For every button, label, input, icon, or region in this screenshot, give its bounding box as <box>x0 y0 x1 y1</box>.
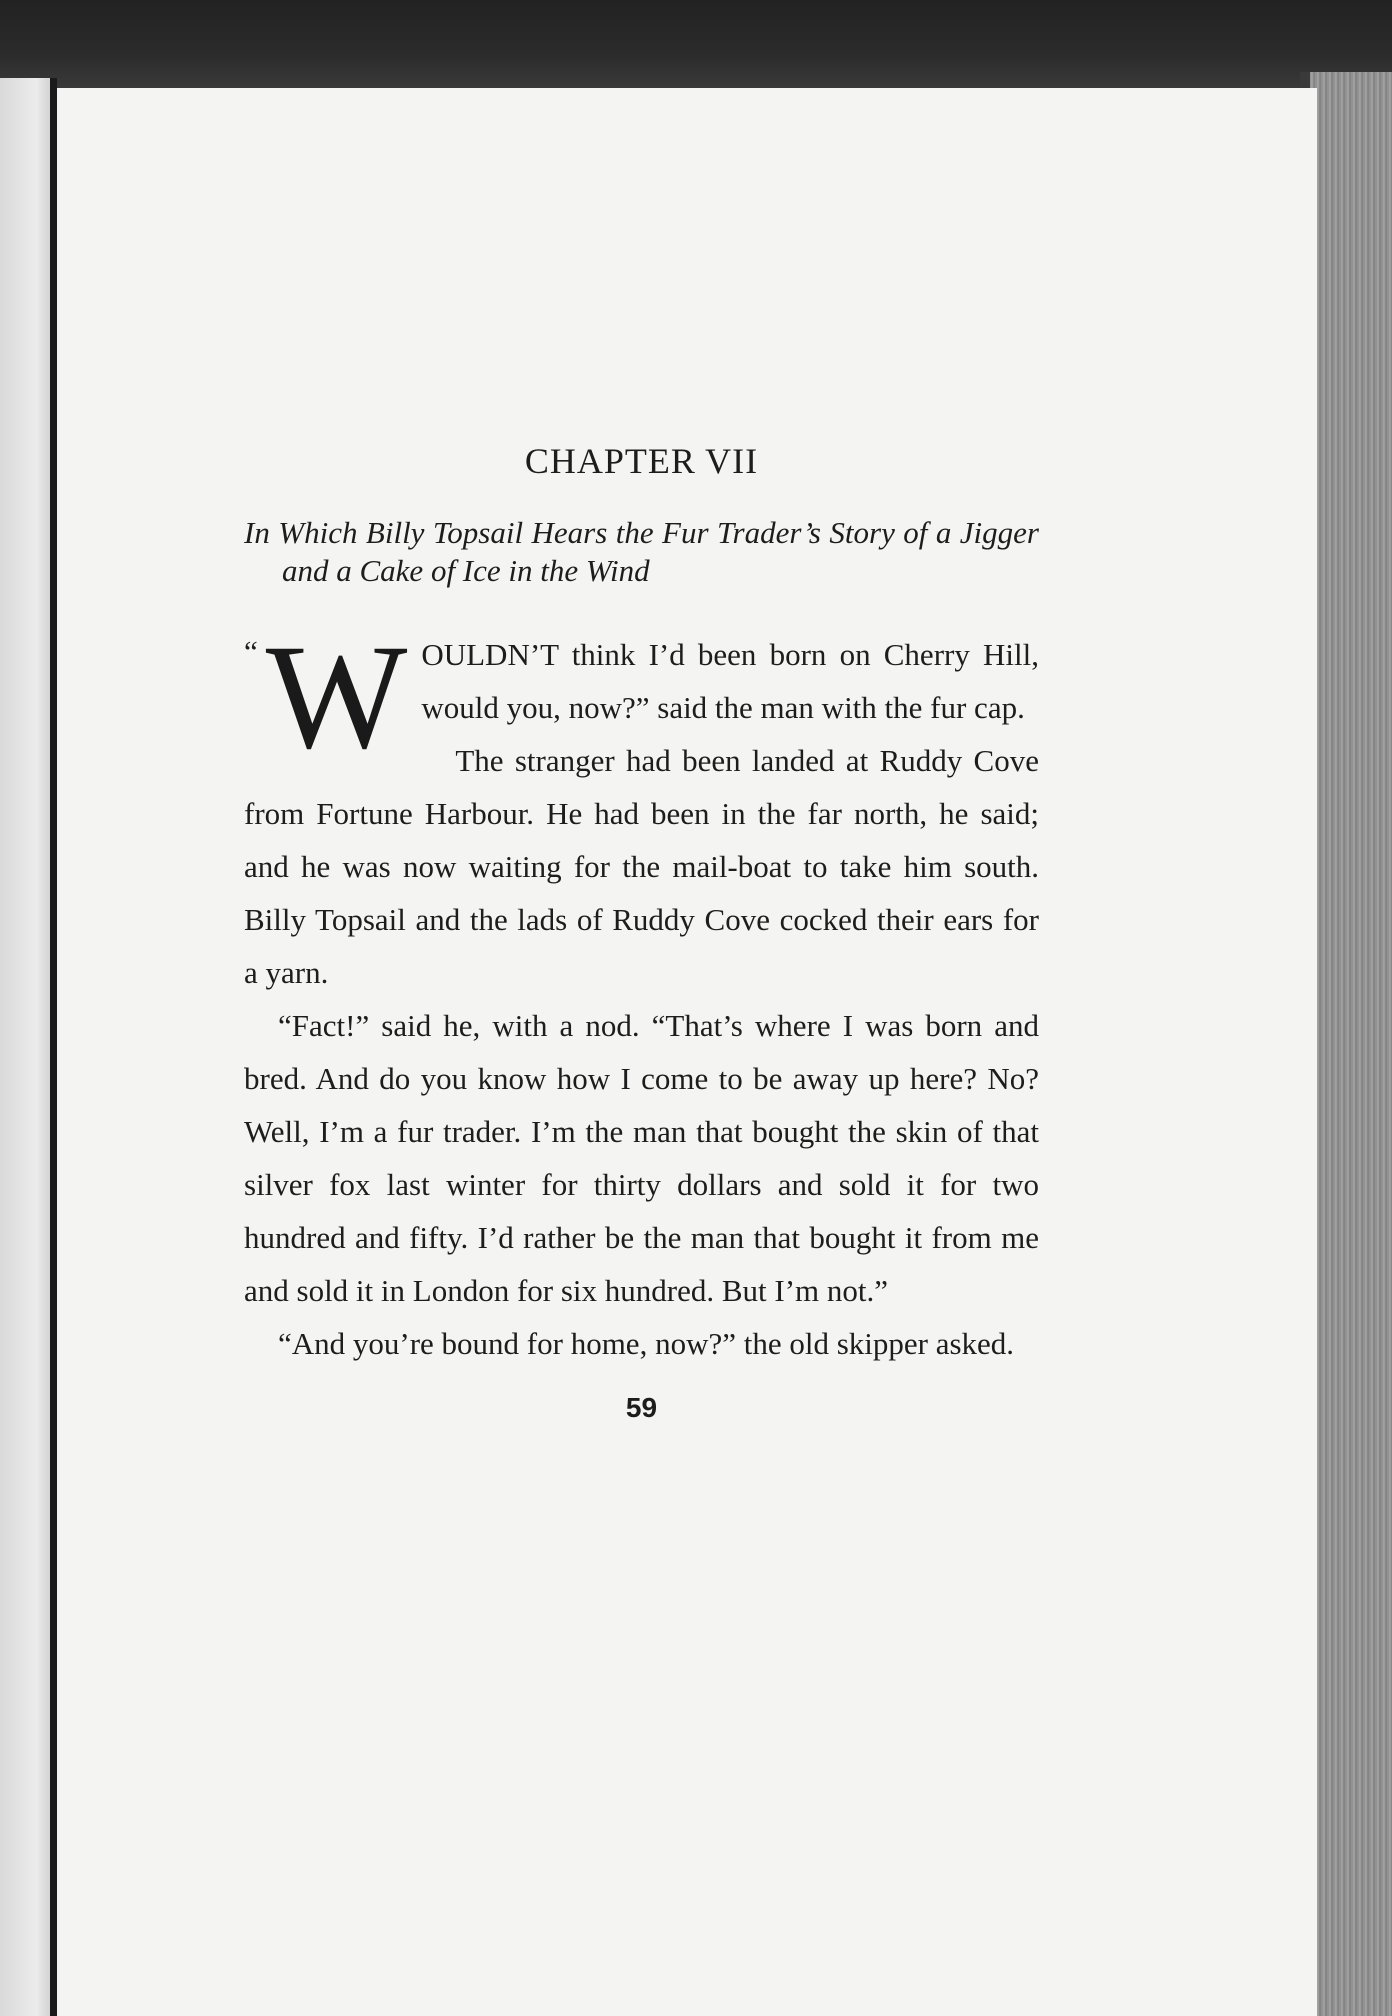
paragraph: “And you’re bound for home, now?” the old skipper asked. <box>278 1326 1015 1361</box>
text-block <box>244 440 1039 1423</box>
opening-paragraph <box>244 614 1039 780</box>
drop-cap: W <box>265 614 408 780</box>
chapter-title: CHAPTER VII <box>524 441 759 481</box>
chapter-subtitle: In Which Billy Topsail Hears the Fur Trader’s Story of a Jigger and a Cake of Ice in the Wind <box>244 515 1039 588</box>
opening-text: OULDN’T think I’d been born on Cherry Hill, would you, now?” said the man with the fur cap. <box>421 637 1039 725</box>
page-stack-edge <box>1310 72 1392 2016</box>
page-number: 59 <box>625 1392 658 1423</box>
paragraph: “Fact!” said he, with a nod. “That’s where I was born and bred. And do you know how I come to be away up here? No? Well, I’m a fur trader. I’m the man that bought the skin of that silver fox last winter for thirty dollars and sold it for two hundred and fifty. I’d rather be the man that bought it from me and sold it in London for six hundred. But I’m not.” <box>244 1008 1039 1308</box>
top-shadow <box>0 0 1392 90</box>
book-gutter <box>50 78 57 2016</box>
left-page-edge <box>0 78 52 2016</box>
paragraph: The stranger had been landed at Ruddy Cove from Fortune Harbour. He had been in the far north, he said; and he was now waiting for the mail-boat to take him south. Billy Topsail and the lads of Ruddy Cove cocked their ears for a yarn. <box>244 743 1039 990</box>
opening-quote-mark: “ <box>244 634 258 669</box>
